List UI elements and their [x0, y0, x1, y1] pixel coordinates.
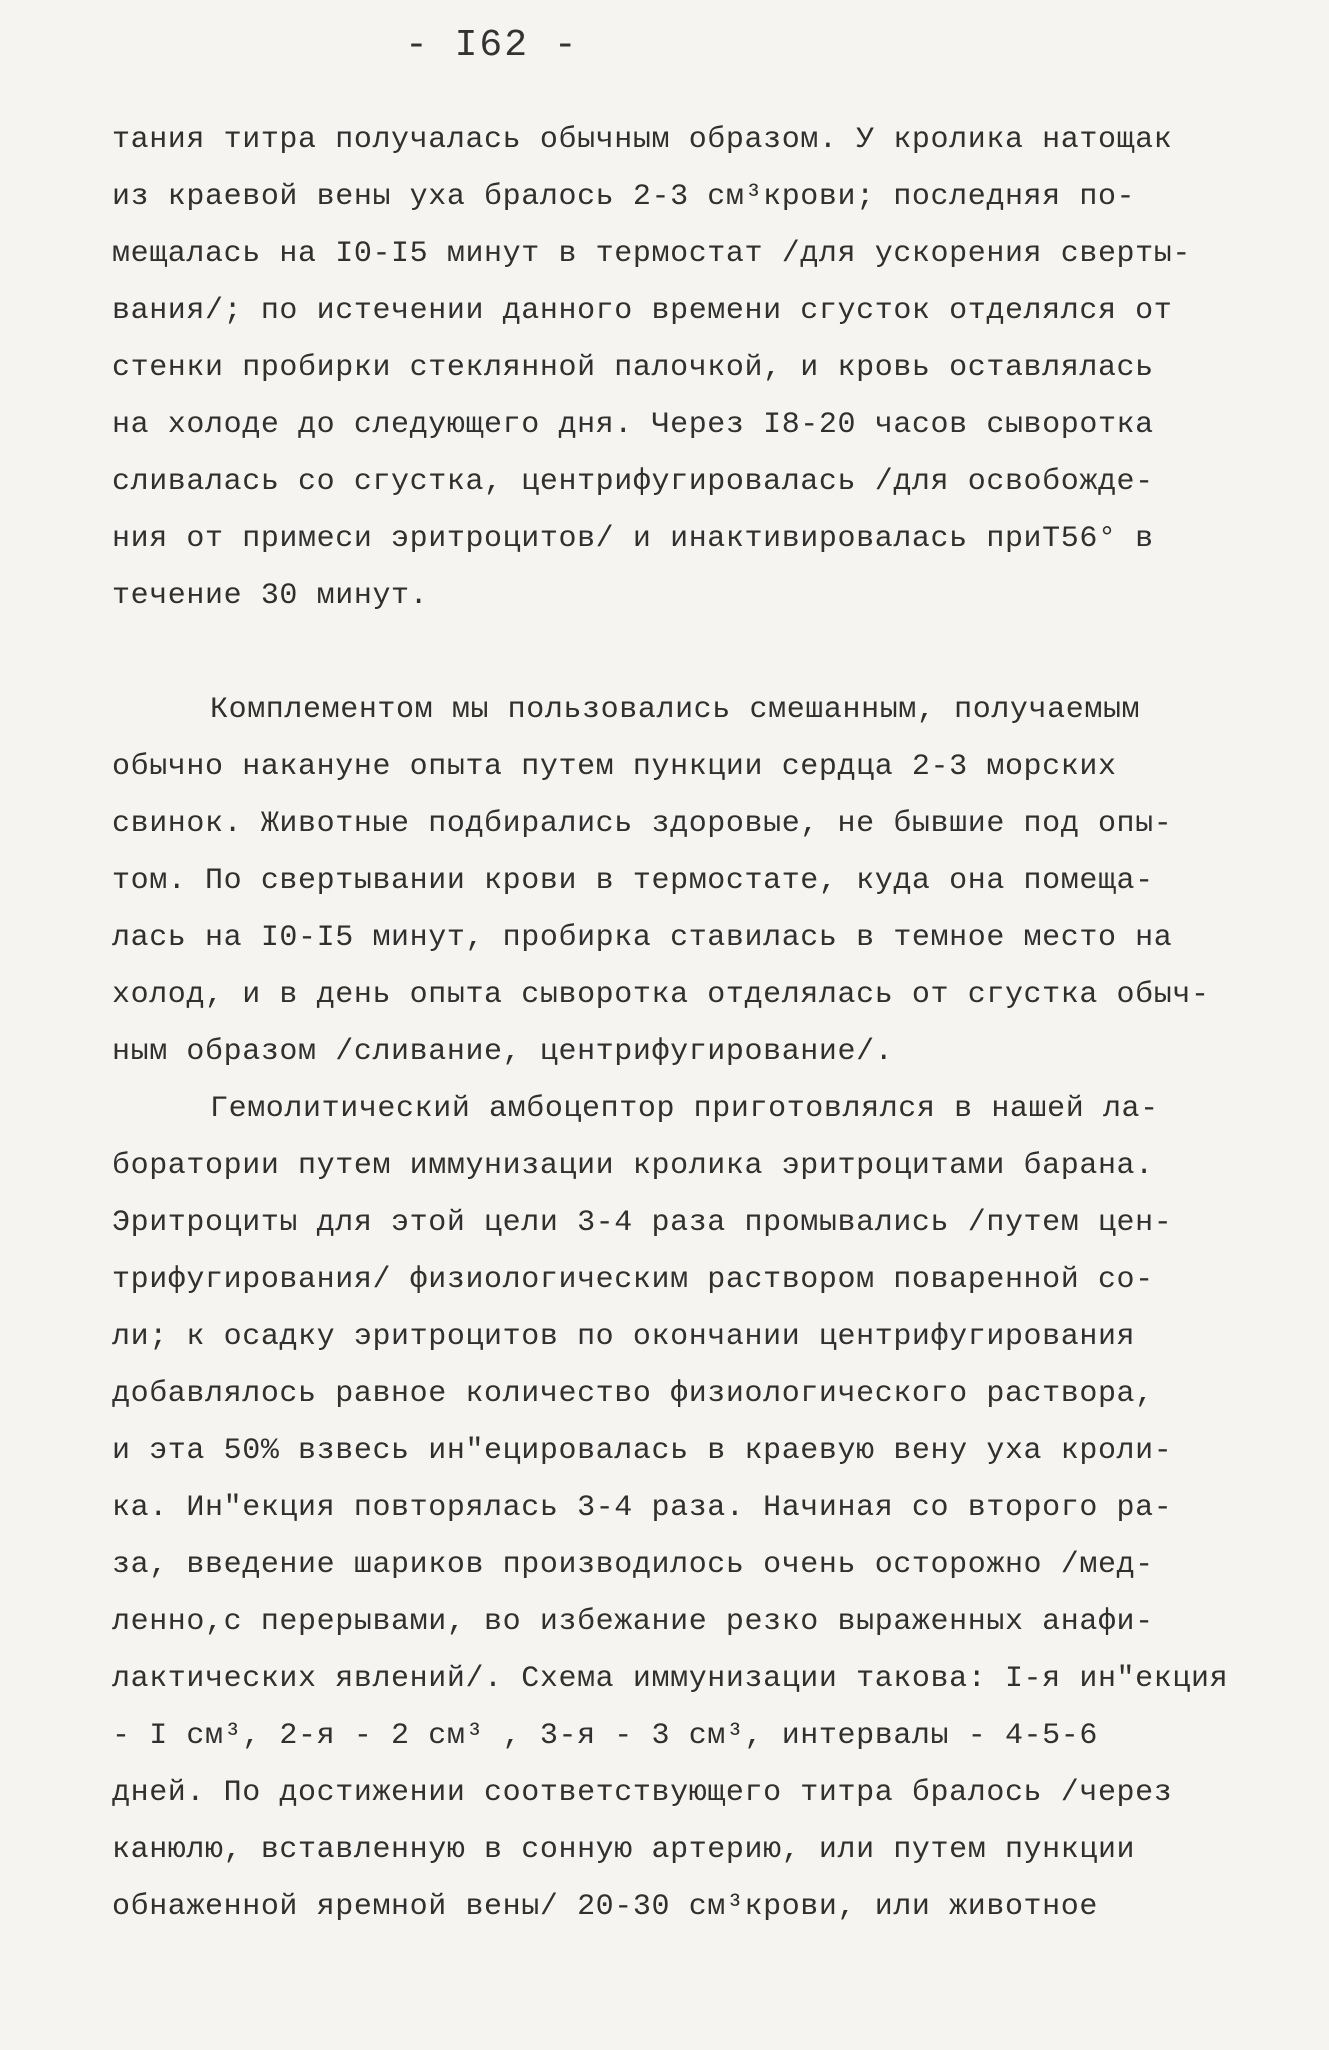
text-line: ным образом /сливание, центрифугирование/.: [112, 1035, 894, 1069]
text-line: сливалась со сгустка, центрифугировалась /для освобожде-: [112, 465, 1154, 499]
text-line: - I см³, 2-я - 2 см³ , 3-я - 3 см³, интервалы - 4-5-6: [112, 1719, 1098, 1753]
text-line: и эта 50% взвесь ин"ецировалась в краевую вену уха кроли-: [112, 1434, 1173, 1468]
text-line: вания/; по истечении данного времени сгусток отделялся от: [112, 294, 1173, 328]
text-line: боратории путем иммунизации кролика эритроцитами барана.: [112, 1149, 1154, 1183]
paragraph-gap: [112, 625, 1242, 682]
text-line: течение 30 минут.: [112, 579, 429, 613]
text-line: на холоде до следующего дня. Через I8-20 часов сыворотка: [112, 408, 1154, 442]
text-line: лактических явлений/. Схема иммунизации такова: I-я ин"екция: [112, 1662, 1229, 1696]
text-line: Эритроциты для этой цели 3-4 раза промывались /путем цен-: [112, 1206, 1173, 1240]
body-text: [112, 112, 1242, 1936]
text-line: Комплементом мы пользовались смешанным, получаемым: [210, 693, 1141, 727]
text-line: мещалась на I0-I5 минут в термостат /для ускорения сверты-: [112, 237, 1191, 271]
text-line: ленно,с перерывами, во избежание резко выраженных анафи-: [112, 1605, 1154, 1639]
text-line: за, введение шариков производилось очень осторожно /мед-: [112, 1548, 1154, 1582]
text-line: тания титра получалась обычным образом. У кролика натощак: [112, 123, 1173, 157]
text-line: лась на I0-I5 минут, пробирка ставилась в темное место на: [112, 921, 1173, 955]
text-line: обнаженной яремной вены/ 20-30 см³крови, или животное: [112, 1890, 1098, 1924]
text-line: канюлю, вставленную в сонную артерию, или путем пункции: [112, 1833, 1136, 1867]
text-line: том. По свертывании крови в термостате, куда она помеща-: [112, 864, 1154, 898]
text-line: из краевой вены уха бралось 2-3 см³крови; последняя по-: [112, 180, 1136, 214]
text-line: дней. По достижении соответствующего титра бралось /через: [112, 1776, 1173, 1810]
text-line: ка. Ин"екция повторялась 3-4 раза. Начиная со второго ра-: [112, 1491, 1173, 1525]
text-line: Гемолитический амбоцептор приготовлялся в нашей ла-: [210, 1092, 1159, 1126]
text-line: обычно накануне опыта путем пункции сердца 2-3 морских: [112, 750, 1117, 784]
page-number: - I62 -: [405, 24, 579, 67]
text-line: свинок. Животные подбирались здоровые, не бывшие под опы-: [112, 807, 1173, 841]
text-line: ли; к осадку эритроцитов по окончании центрифугирования: [112, 1320, 1136, 1354]
text-line: трифугирования/ физиологическим раствором поваренной со-: [112, 1263, 1154, 1297]
text-line: ния от примеси эритроцитов/ и инактивировалась приТ56° в: [112, 522, 1154, 556]
text-line: холод, и в день опыта сыворотка отделялась от сгустка обыч-: [112, 978, 1210, 1012]
text-line: стенки пробирки стеклянной палочкой, и кровь оставлялась: [112, 351, 1154, 385]
text-line: добавлялось равное количество физиологического раствора,: [112, 1377, 1154, 1411]
